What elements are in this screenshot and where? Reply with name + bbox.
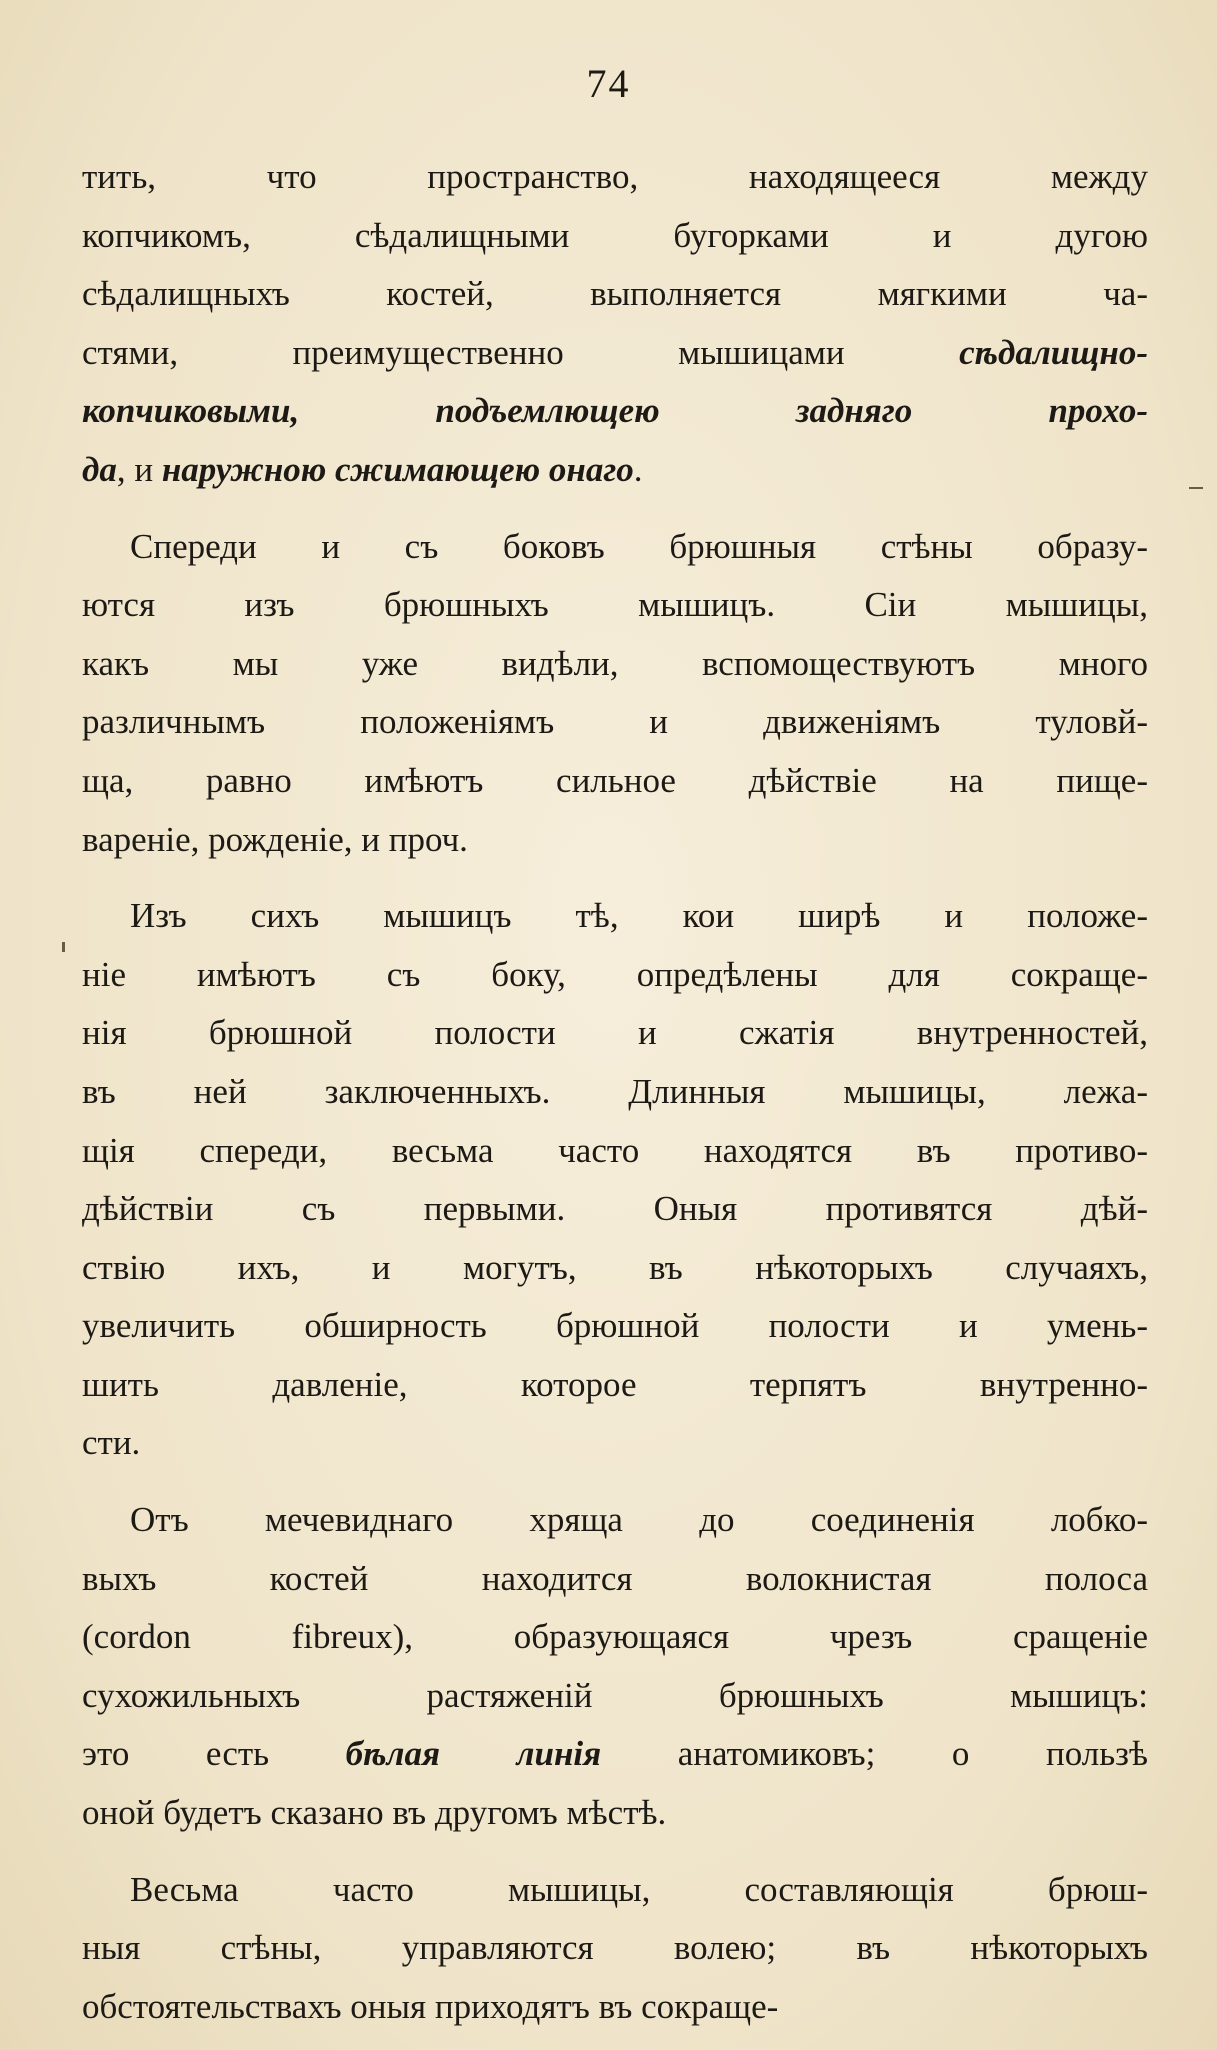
text-segment: это есть: [82, 1734, 346, 1774]
text-line: [82, 887, 1148, 946]
text-segment: шить давленіе, которое терпятъ внутренно-: [82, 1364, 1148, 1404]
text-line: [82, 1063, 1148, 1122]
text-line: [82, 148, 1148, 207]
paragraph: [82, 887, 1148, 1473]
text-segment: обстоятельствахъ оныя приходятъ въ сокраще-: [82, 1986, 779, 2026]
text-line: [82, 752, 1148, 811]
text-segment: ныя стѣны, управляются волею; въ нѣкоторыхъ: [82, 1928, 1148, 1968]
text-line: [82, 811, 1148, 870]
text-segment: какъ мы уже видѣли, вспомоществуютъ много: [82, 643, 1148, 683]
text-segment: ща, равно имѣютъ сильное дѣйствіе на пище-: [82, 760, 1148, 800]
text-line: [82, 265, 1148, 324]
text-segment: сти.: [82, 1423, 141, 1463]
ink-mark: [62, 942, 65, 952]
text-segment: сѣдалищныхъ костей, выполняется мягкими ча-: [82, 274, 1148, 314]
text-segment: ются изъ брюшныхъ мышицъ. Сіи мышицы,: [82, 585, 1148, 625]
text-line: [82, 1239, 1148, 1298]
text-segment: въ ней заключенныхъ. Длинныя мышицы, лежа-: [82, 1071, 1148, 1111]
italic-term: бѣлая линія: [345, 1734, 602, 1774]
page-number: 74: [586, 61, 631, 106]
text-line: [82, 1725, 1148, 1784]
text-line: [82, 1356, 1148, 1415]
text-segment: ніе имѣютъ съ боку, опредѣлены для сокраще-: [82, 954, 1148, 994]
italic-term: копчиковыми, подъемлющею задняго прохо-: [82, 391, 1148, 431]
paragraph: [82, 148, 1148, 500]
text-segment: Изъ сихъ мышицъ тѣ, кои ширѣ и положе-: [130, 896, 1148, 936]
text-segment: сухожильныхъ растяженій брюшныхъ мышицъ:: [82, 1675, 1148, 1715]
paragraph: [82, 518, 1148, 870]
text-line: [82, 1122, 1148, 1181]
text-segment: нія брюшной полости и сжатія внутренностей,: [82, 1013, 1148, 1053]
text-line: [82, 1784, 1148, 1843]
text-line: [82, 518, 1148, 577]
text-segment: увеличить обширность брюшной полости и умень-: [82, 1306, 1148, 1346]
text-line: [82, 635, 1148, 694]
text-line: [82, 1004, 1148, 1063]
text-segment: различнымъ положеніямъ и движеніямъ туловй-: [82, 702, 1148, 742]
italic-term: да: [82, 449, 117, 489]
text-line: [82, 1861, 1148, 1920]
text-segment: ствію ихъ, и могутъ, въ нѣкоторыхъ случаяхъ,: [82, 1247, 1148, 1287]
text-line: [82, 1297, 1148, 1356]
ink-mark: [1189, 487, 1203, 489]
text-segment: копчикомъ, сѣдалищными бугорками и дугою: [82, 215, 1148, 255]
italic-term: сѣдалищно-: [959, 332, 1148, 372]
text-segment: выхъ костей находится волокнистая полоса: [82, 1558, 1148, 1598]
text-line: [82, 382, 1148, 441]
body-text: [82, 148, 1148, 2046]
paragraph: [82, 1861, 1148, 2037]
paragraph: [82, 1491, 1148, 1843]
text-line: [82, 1919, 1148, 1978]
italic-term: наружною сжимающею онаго: [161, 449, 634, 489]
text-segment: оной будетъ сказано въ другомъ мѣстѣ.: [82, 1793, 667, 1833]
text-segment: анатомиковъ; о пользѣ: [601, 1734, 1148, 1774]
text-line: [82, 207, 1148, 266]
text-segment: вареніе, рожденіе, и проч.: [82, 819, 468, 859]
text-segment: , и: [116, 449, 162, 489]
text-line: [82, 1978, 1148, 2037]
text-line: [82, 324, 1148, 383]
text-segment: тить, что пространство, находящееся между: [82, 157, 1148, 196]
text-segment: дѣйствіи съ первыми. Оныя противятся дѣй-: [82, 1189, 1148, 1229]
text-segment: стями, преимущественно мышицами: [82, 332, 960, 372]
text-line: [82, 1667, 1148, 1726]
text-segment: Спереди и съ боковъ брюшныя стѣны образу-: [130, 526, 1148, 566]
text-segment: (cordon fibreux), образующаяся чрезъ сращеніе: [82, 1617, 1148, 1657]
text-line: [82, 1608, 1148, 1667]
text-segment: Весьма часто мышицы, составляющія брюш-: [130, 1869, 1148, 1909]
text-segment: Отъ мечевиднаго хряща до соединенія лобко-: [130, 1500, 1148, 1540]
text-line: [82, 1491, 1148, 1550]
text-segment: щія спереди, весьма часто находятся въ противо-: [82, 1130, 1148, 1170]
text-line: [82, 441, 1148, 500]
text-line: [82, 576, 1148, 635]
text-line: [82, 1180, 1148, 1239]
text-line: [82, 693, 1148, 752]
text-segment: .: [633, 449, 643, 489]
text-line: [82, 1414, 1148, 1473]
text-line: [82, 946, 1148, 1005]
text-line: [82, 1550, 1148, 1609]
